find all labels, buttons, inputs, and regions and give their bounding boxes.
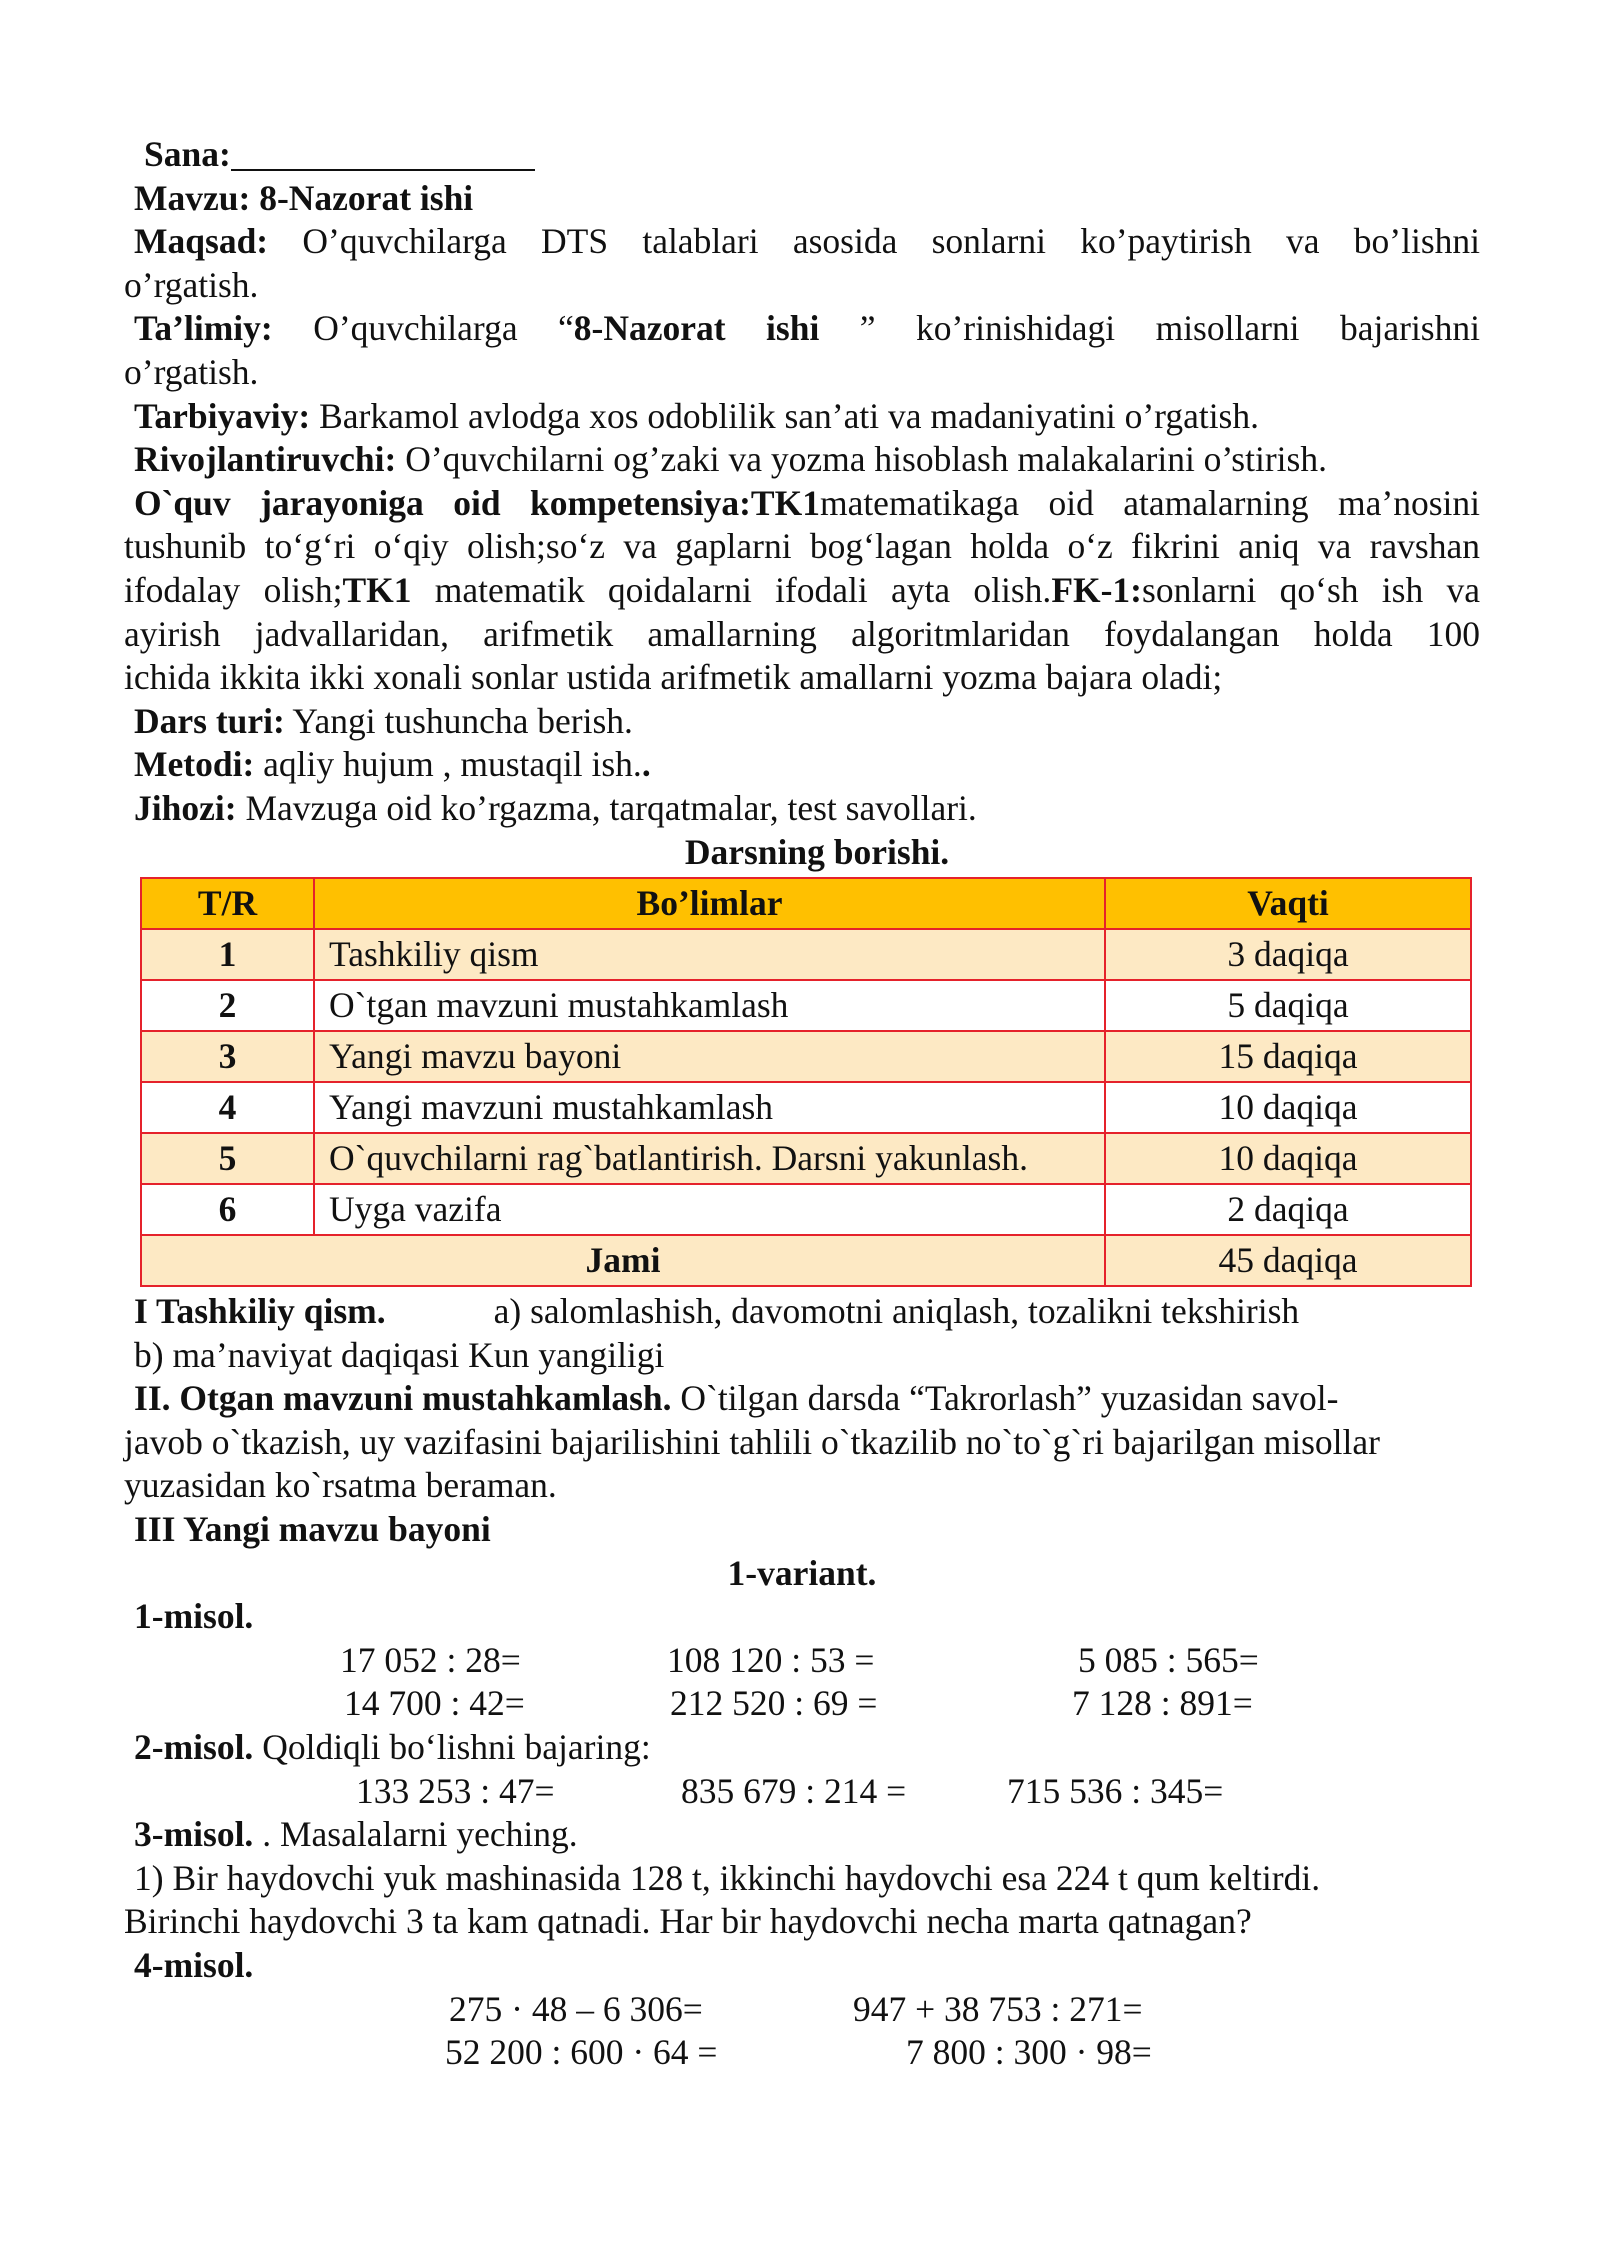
row-number: 3 bbox=[141, 1031, 314, 1082]
exercise-expression: 52 200 : 600 · 64 = bbox=[445, 2032, 718, 2073]
organizational-b: b) ma’naviyat daqiqasi Kun yangiligi bbox=[134, 1334, 665, 1375]
exercise-3-problem-1: 1) Bir haydovchi yuk mashinasida 128 t, ikkinchi haydovchi esa 224 t qum keltirdi. bbox=[134, 1857, 1321, 1898]
equipment-line bbox=[124, 787, 1480, 831]
exercise-expression: 275 · 48 – 6 306= bbox=[449, 1988, 703, 2029]
exercise-expression: 5 085 : 565= bbox=[1078, 1639, 1259, 1680]
exercise-3-line bbox=[124, 1813, 1480, 1857]
educational-line-1 bbox=[124, 307, 1480, 351]
col-header-time: Vaqti bbox=[1105, 878, 1471, 929]
row-section: Yangi mavzuni mustahkamlash bbox=[314, 1082, 1105, 1133]
exercise-3-text: . Masalalarni yeching. bbox=[253, 1814, 578, 1855]
exercise-expression: 212 520 : 69 = bbox=[670, 1683, 878, 1724]
lesson-type-value: Yangi tushuncha berish. bbox=[292, 700, 633, 741]
exercise-2-label: 2-misol. bbox=[134, 1727, 254, 1768]
row-section: O`quvchilarni rag`batlantirish. Darsni yakunlash. bbox=[314, 1133, 1105, 1184]
topic-value: 8-Nazorat ishi bbox=[259, 177, 474, 218]
row-section: Tashkiliy qism bbox=[314, 929, 1105, 980]
total-time: 45 daqiqa bbox=[1105, 1235, 1471, 1286]
row-time: 2 daqiqa bbox=[1105, 1184, 1471, 1235]
plan-title bbox=[124, 831, 1480, 875]
competence-fk1: FK-1: bbox=[1051, 569, 1143, 610]
method-line bbox=[124, 743, 1480, 787]
exercise-4-row-2 bbox=[124, 2031, 1480, 2075]
topic-line bbox=[124, 177, 1480, 221]
competence-tk1: TK1 bbox=[342, 569, 412, 610]
row-number: 1 bbox=[141, 929, 314, 980]
date-label: Sana: bbox=[144, 134, 231, 174]
organizational-label: I Tashkiliy qism. bbox=[134, 1291, 386, 1332]
table-row bbox=[141, 980, 1471, 1031]
row-number: 6 bbox=[141, 1184, 314, 1235]
table-row bbox=[141, 1082, 1471, 1133]
goal-line-2: o’rgatish. bbox=[124, 264, 259, 305]
competence-line-1 bbox=[124, 482, 1480, 526]
exercise-3-label: 3-misol. bbox=[134, 1814, 254, 1855]
exercise-2-line bbox=[124, 1726, 1480, 1770]
exercise-expression: 715 536 : 345= bbox=[1007, 1770, 1224, 1811]
exercise-expression: 947 + 38 753 : 271= bbox=[853, 1988, 1143, 2029]
row-section: Uyga vazifa bbox=[314, 1184, 1105, 1235]
col-header-number: T/R bbox=[141, 878, 314, 929]
table-row bbox=[141, 929, 1471, 980]
organizational-a: a) salomlashish, davomotni aniqlash, tozalikni tekshirish bbox=[493, 1291, 1300, 1332]
developmental-label: Rivojlantiruvchi: bbox=[134, 439, 397, 480]
exercise-1-label: 1-misol. bbox=[134, 1596, 254, 1637]
competence-line-2: tushunib to‘g‘ri o‘qiy olish;so‘z va gaplarni bog‘lagan holda o‘z fikrini aniq va ravshan bbox=[124, 526, 1480, 567]
row-time: 15 daqiqa bbox=[1105, 1031, 1471, 1082]
exercise-1-row-1 bbox=[124, 1639, 1480, 1683]
upbringing-text: Barkamol avlodga xos odoblilik san’ati va madaniyatini o’rgatish. bbox=[319, 395, 1259, 436]
method-label: Metodi: bbox=[134, 744, 255, 785]
exercise-4-row-1 bbox=[124, 1988, 1480, 2032]
goal-label: Maqsad: bbox=[134, 221, 269, 262]
exercise-expression: 133 253 : 47= bbox=[356, 1770, 555, 1811]
equipment-label: Jihozi: bbox=[134, 787, 237, 828]
plan-title-text: Darsning borishi. bbox=[684, 831, 950, 872]
row-number: 4 bbox=[141, 1082, 314, 1133]
developmental-line bbox=[124, 438, 1480, 482]
total-label: Jami bbox=[141, 1235, 1105, 1286]
upbringing-line bbox=[124, 395, 1480, 439]
review-line-3: yuzasidan ko`rsatma beraman. bbox=[124, 1465, 557, 1506]
row-time: 3 daqiqa bbox=[1105, 929, 1471, 980]
new-topic-heading bbox=[124, 1508, 1480, 1552]
equipment-value: Mavzuga oid ko’rgazma, tarqatmalar, test savollari. bbox=[245, 787, 977, 828]
table-header-row bbox=[141, 878, 1471, 929]
topic-label: Mavzu: bbox=[134, 177, 251, 218]
educational-label: Ta’limiy: bbox=[134, 308, 273, 349]
exercise-2-text: Qoldiqli bo‘lishni bajaring: bbox=[253, 1727, 651, 1768]
goal-text: O’quvchilarga DTS talablari asosida sonlarni ko’paytirish va bo’lishni bbox=[302, 221, 1480, 262]
lesson-plan-table bbox=[140, 877, 1472, 1287]
review-line-2: javob o`tkazish, uy vazifasini bajarilishini tahlili o`tkazilib no`to`g`ri bajarilgan misollar bbox=[124, 1421, 1380, 1462]
review-label: II. Otgan mavzuni mustahkamlash. bbox=[134, 1378, 672, 1419]
educational-text-bold: 8-Nazorat ishi bbox=[573, 308, 820, 349]
table-row bbox=[141, 1133, 1471, 1184]
new-topic-label: III Yangi mavzu bayoni bbox=[134, 1509, 491, 1550]
row-time: 10 daqiqa bbox=[1105, 1133, 1471, 1184]
upbringing-label: Tarbiyaviy: bbox=[134, 395, 311, 436]
table-row bbox=[141, 1031, 1471, 1082]
exercise-1-heading bbox=[124, 1595, 1480, 1639]
lesson-plan-page bbox=[124, 133, 1480, 2075]
col-header-sections: Bo’limlar bbox=[314, 878, 1105, 929]
exercise-expression: 7 800 : 300 · 98= bbox=[906, 2032, 1152, 2073]
educational-text-pre: O’quvchilarga “ bbox=[313, 308, 574, 349]
row-section: O`tgan mavzuni mustahkamlash bbox=[314, 980, 1105, 1031]
competence-line-4: ayirish jadvallaridan, arifmetik amallarning algoritmlaridan foydalangan holda 100 bbox=[124, 613, 1480, 654]
exercise-expression: 17 052 : 28= bbox=[340, 1639, 521, 1680]
competence-line-3 bbox=[124, 569, 1480, 613]
exercise-1-row-2 bbox=[124, 1682, 1480, 1726]
exercise-4-label: 4-misol. bbox=[134, 1945, 254, 1985]
competence-text-1: matematikaga oid atamalarning ma’nosini bbox=[819, 482, 1480, 523]
educational-line-2: o’rgatish. bbox=[124, 351, 259, 392]
row-time: 10 daqiqa bbox=[1105, 1082, 1471, 1133]
educational-text-post: ” ko’rinishidagi misollarni bajarishni bbox=[819, 308, 1480, 349]
competence-text-3a: ifodalay olish; bbox=[124, 569, 343, 610]
exercise-3-problem-2: Birinchi haydovchi 3 ta kam qatnadi. Har bir haydovchi necha marta qatnagan? bbox=[124, 1901, 1252, 1942]
row-number: 2 bbox=[141, 980, 314, 1031]
table-row bbox=[141, 1184, 1471, 1235]
variant-heading bbox=[124, 1552, 1480, 1596]
lesson-type-label: Dars turi: bbox=[134, 700, 285, 741]
row-section: Yangi mavzu bayoni bbox=[314, 1031, 1105, 1082]
lesson-type-line bbox=[124, 700, 1480, 744]
review-text-1: O`tilgan darsda “Takrorlash” yuzasidan savol- bbox=[671, 1378, 1339, 1419]
date-blank-underline bbox=[231, 135, 535, 171]
method-tail: . bbox=[641, 744, 651, 785]
exercise-expression: 14 700 : 42= bbox=[344, 1683, 525, 1724]
review-line-1 bbox=[124, 1377, 1480, 1421]
row-time: 5 daqiqa bbox=[1105, 980, 1471, 1031]
row-number: 5 bbox=[141, 1133, 314, 1184]
organizational-line bbox=[124, 1290, 1480, 1334]
competence-label: O`quv jarayoniga oid kompetensiya:TK1 bbox=[134, 482, 820, 523]
table-total-row bbox=[141, 1235, 1471, 1286]
competence-line-5: ichida ikkita ikki xonali sonlar ustida arifmetik amallarni yozma bajara oladi; bbox=[124, 657, 1223, 698]
developmental-text: O’quvchilarni og’zaki va yozma hisoblash malakalarini o’stirish. bbox=[405, 439, 1327, 480]
competence-text-3c: sonlarni qo‘sh ish va bbox=[1142, 569, 1480, 610]
competence-text-3b: matematik qoidalarni ifodali ayta olish. bbox=[411, 569, 1052, 610]
exercise-expression: 7 128 : 891= bbox=[1072, 1683, 1253, 1724]
method-value: aqliy hujum , mustaqil ish. bbox=[263, 744, 642, 785]
exercise-expression: 835 679 : 214 = bbox=[681, 1770, 907, 1811]
variant-label: 1-variant. bbox=[727, 1552, 877, 1593]
exercise-2-row bbox=[124, 1770, 1480, 1814]
goal-line-1 bbox=[124, 220, 1480, 264]
exercise-4-heading bbox=[124, 1944, 1480, 1988]
date-line bbox=[124, 133, 1480, 177]
exercise-expression: 108 120 : 53 = bbox=[667, 1639, 875, 1680]
